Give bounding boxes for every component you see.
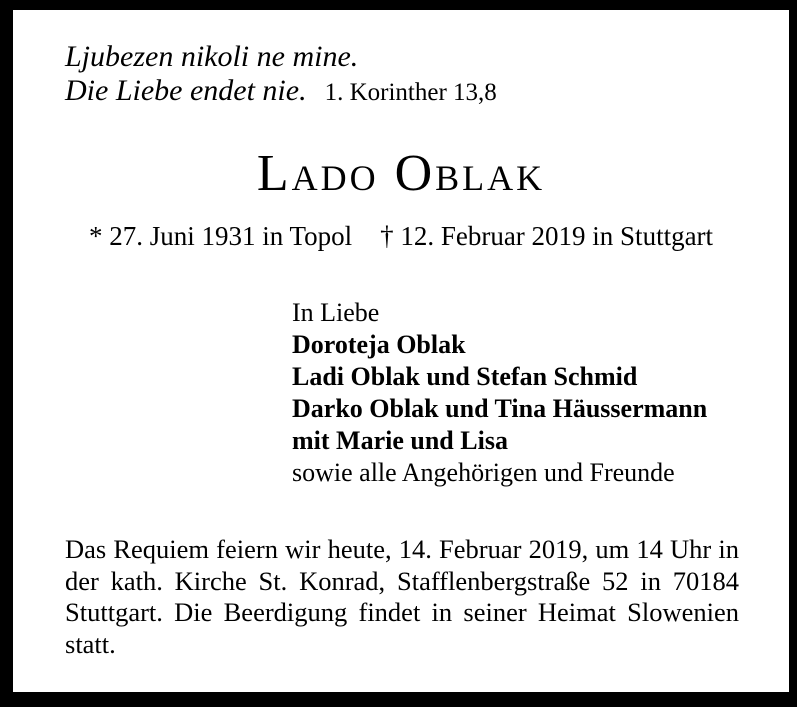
mourner-name: Doroteja Oblak — [292, 330, 466, 359]
deceased-name: Lado Oblak — [256, 145, 546, 202]
mourners-outro: sowie alle Angehörigen und Freunde — [292, 458, 675, 487]
life-dates — [13, 220, 789, 252]
epigraph-german-text: Die Liebe endet nie. — [65, 74, 307, 107]
mourners-block — [292, 297, 707, 489]
funeral-details: Das Requiem feiern wir heute, 14. Februar 2019, um 14 Uhr in der kath. Kirche St. Konrad, Stafflenbergstraße 52 in 70184 Stuttgart. Die Beerdigung findet in seiner Heimat Slowenien statt. — [65, 534, 739, 659]
bible-citation: 1. Korinther 13,8 — [324, 79, 497, 106]
mourner-name: Ladi Oblak und Stefan Schmid — [292, 362, 638, 391]
mourners-intro: In Liebe — [292, 298, 380, 327]
epigraph-line-slovenian: Ljubezen nikoli ne mine. — [65, 40, 359, 73]
mourner-name: mit Marie und Lisa — [292, 426, 508, 455]
birth-date: * 27. Juni 1931 in Topol — [88, 221, 353, 251]
epigraph — [65, 40, 497, 110]
mourner-name: Darko Oblak und Tina Häussermann — [292, 394, 708, 423]
death-date: † 12. Februar 2019 in Stuttgart — [380, 221, 714, 251]
epigraph-line-german — [65, 74, 497, 110]
